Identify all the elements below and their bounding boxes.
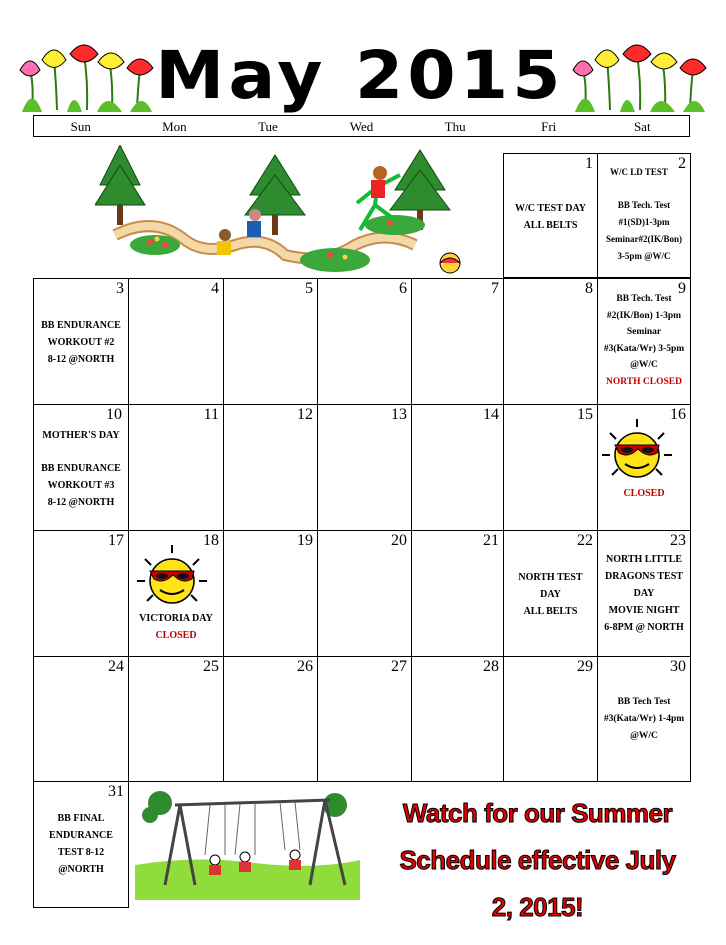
event-line: BB FINAL <box>57 813 105 824</box>
day-cell-16[interactable] <box>597 404 691 531</box>
day-number: 9 <box>678 280 686 297</box>
day-cell-13[interactable] <box>317 404 412 531</box>
banner-line: Watch for our Summer <box>402 798 673 828</box>
day-number: 6 <box>399 280 407 297</box>
day-cell-2[interactable] <box>597 153 691 278</box>
day-number: 18 <box>203 532 219 549</box>
day-number: 31 <box>108 783 124 800</box>
event-line: @W/C <box>630 360 658 370</box>
day-number: 5 <box>305 280 313 297</box>
day-number: 14 <box>483 406 499 423</box>
day-number: 17 <box>108 532 124 549</box>
weekday-fri: Fri <box>541 119 557 134</box>
day-number: 13 <box>391 406 407 423</box>
event-line: W/C TEST DAY <box>515 203 586 214</box>
event-line: VICTORIA DAY <box>139 613 213 624</box>
day-number: 19 <box>297 532 313 549</box>
event-text <box>506 569 595 620</box>
event-line: #3(Kata/Wr) 3-5pm <box>603 343 685 354</box>
park-scene-image <box>95 145 475 275</box>
event-line: #3(Kata/Wr) 1-4pm <box>603 714 685 724</box>
banner-line: 2, 2015! <box>491 892 584 922</box>
day-number: 10 <box>106 406 122 423</box>
swing-set-image <box>135 785 360 900</box>
event-line: #1(SD)1-3pm <box>618 217 670 227</box>
page-title: May 2015 <box>155 37 565 114</box>
event-text <box>600 551 688 636</box>
closed-label: CLOSED <box>623 488 665 499</box>
day-cell-17[interactable] <box>33 530 129 657</box>
day-cell-11[interactable] <box>128 404 224 531</box>
weekday-header <box>33 115 690 137</box>
day-cell-4[interactable] <box>128 278 224 405</box>
day-number: 3 <box>116 280 124 297</box>
day-cell-29[interactable] <box>503 656 598 782</box>
event-line: Seminar#2(IK/Bon) <box>605 234 682 244</box>
day-cell-10[interactable] <box>33 404 129 531</box>
day-cell-21[interactable] <box>411 530 504 657</box>
day-number: 4 <box>211 280 219 297</box>
event-line: #2(IK/Bon) 1-3pm <box>606 310 682 321</box>
day-cell-31[interactable] <box>33 781 129 908</box>
day-number: 29 <box>577 658 593 675</box>
event-text <box>600 694 688 745</box>
event-line: WORKOUT #3 <box>47 480 115 491</box>
day-number: 22 <box>577 532 593 549</box>
day-number: 20 <box>391 532 407 549</box>
weekday-sun: Sun <box>70 119 91 134</box>
event-line: DRAGONS TEST <box>605 571 683 582</box>
closed-label: CLOSED <box>155 630 197 641</box>
weekday-tue: Tue <box>258 119 278 134</box>
weekday-sat: Sat <box>633 119 651 134</box>
event-line: MOVIE NIGHT <box>608 605 680 616</box>
event-text <box>36 317 126 368</box>
event-line: DAY <box>633 588 655 599</box>
day-cell-15[interactable] <box>503 404 598 531</box>
event-line: BB ENDURANCE <box>41 463 121 474</box>
day-number: 8 <box>585 280 593 297</box>
weekday-thu: Thu <box>444 119 466 134</box>
event-line: ALL BELTS <box>523 220 578 231</box>
summer-schedule-banner <box>365 790 710 931</box>
day-cell-12[interactable] <box>223 404 318 531</box>
event-line: NORTH LITTLE <box>605 554 683 565</box>
day-number: 30 <box>670 658 686 675</box>
weekday-wed: Wed <box>349 119 374 134</box>
day-number: 21 <box>483 532 499 549</box>
day-number: 26 <box>297 658 313 675</box>
day-cell-22[interactable] <box>503 530 598 657</box>
day-cell-1[interactable] <box>503 153 598 278</box>
day-number: 12 <box>297 406 313 423</box>
day-cell-3[interactable] <box>33 278 129 405</box>
day-number: 23 <box>670 532 686 549</box>
tulips-right-image <box>565 40 715 112</box>
day-cell-27[interactable] <box>317 656 412 782</box>
day-cell-30[interactable] <box>597 656 691 782</box>
day-cell-14[interactable] <box>411 404 504 531</box>
day-cell-9[interactable] <box>597 278 691 405</box>
event-line: 8-12 @NORTH <box>47 354 115 365</box>
event-text <box>131 610 221 644</box>
event-text <box>36 810 126 878</box>
day-cell-8[interactable] <box>503 278 598 405</box>
event-line: BB Tech. Test <box>617 200 671 210</box>
day-number: 24 <box>108 658 124 675</box>
day-number: 16 <box>670 406 686 423</box>
day-cell-7[interactable] <box>411 278 504 405</box>
event-line: @NORTH <box>58 864 104 875</box>
event-line: W/C LD TEST <box>610 167 668 177</box>
day-cell-20[interactable] <box>317 530 412 657</box>
day-cell-28[interactable] <box>411 656 504 782</box>
sun-sunglasses-icon <box>137 545 207 609</box>
day-number: 2 <box>678 155 686 172</box>
day-number: 25 <box>203 658 219 675</box>
weekday-mon: Mon <box>162 119 187 134</box>
banner-line: Schedule effective July <box>399 845 676 875</box>
event-line: DAY <box>540 589 561 600</box>
event-line: 3-5pm @W/C <box>617 251 671 261</box>
day-number: 15 <box>577 406 593 423</box>
event-line: TEST 8-12 <box>57 847 105 858</box>
event-line: ALL BELTS <box>523 606 578 617</box>
day-cell-25[interactable] <box>128 656 224 782</box>
event-line: NORTH TEST <box>518 572 583 583</box>
day-cell-23[interactable] <box>597 530 691 657</box>
event-line: BB Tech Test <box>617 697 671 707</box>
day-cell-19[interactable] <box>223 530 318 657</box>
day-number: 1 <box>585 155 593 172</box>
closed-label: NORTH CLOSED <box>606 376 682 387</box>
event-text <box>36 427 126 511</box>
day-number: 28 <box>483 658 499 675</box>
day-number: 7 <box>491 280 499 297</box>
event-text <box>506 200 595 234</box>
event-line: MOTHER'S DAY <box>42 430 120 441</box>
day-cell-6[interactable] <box>317 278 412 405</box>
event-line: 8-12 @NORTH <box>47 497 115 508</box>
event-line: ENDURANCE <box>49 830 113 841</box>
day-number: 27 <box>391 658 407 675</box>
sun-sunglasses-icon <box>602 419 672 483</box>
event-line: Seminar <box>626 327 662 337</box>
event-line: 6-8PM @ NORTH <box>604 622 684 633</box>
event-line: BB ENDURANCE <box>41 320 121 331</box>
event-text <box>600 291 688 390</box>
day-cell-18[interactable] <box>128 530 224 657</box>
tulips-left-image <box>12 40 162 112</box>
event-line: BB Tech. Test <box>616 294 672 304</box>
day-cell-24[interactable] <box>33 656 129 782</box>
day-cell-26[interactable] <box>223 656 318 782</box>
day-cell-5[interactable] <box>223 278 318 405</box>
event-text <box>600 164 688 265</box>
event-line: WORKOUT #2 <box>47 337 115 348</box>
day-number: 11 <box>203 406 219 423</box>
event-line: @W/C <box>630 731 658 741</box>
